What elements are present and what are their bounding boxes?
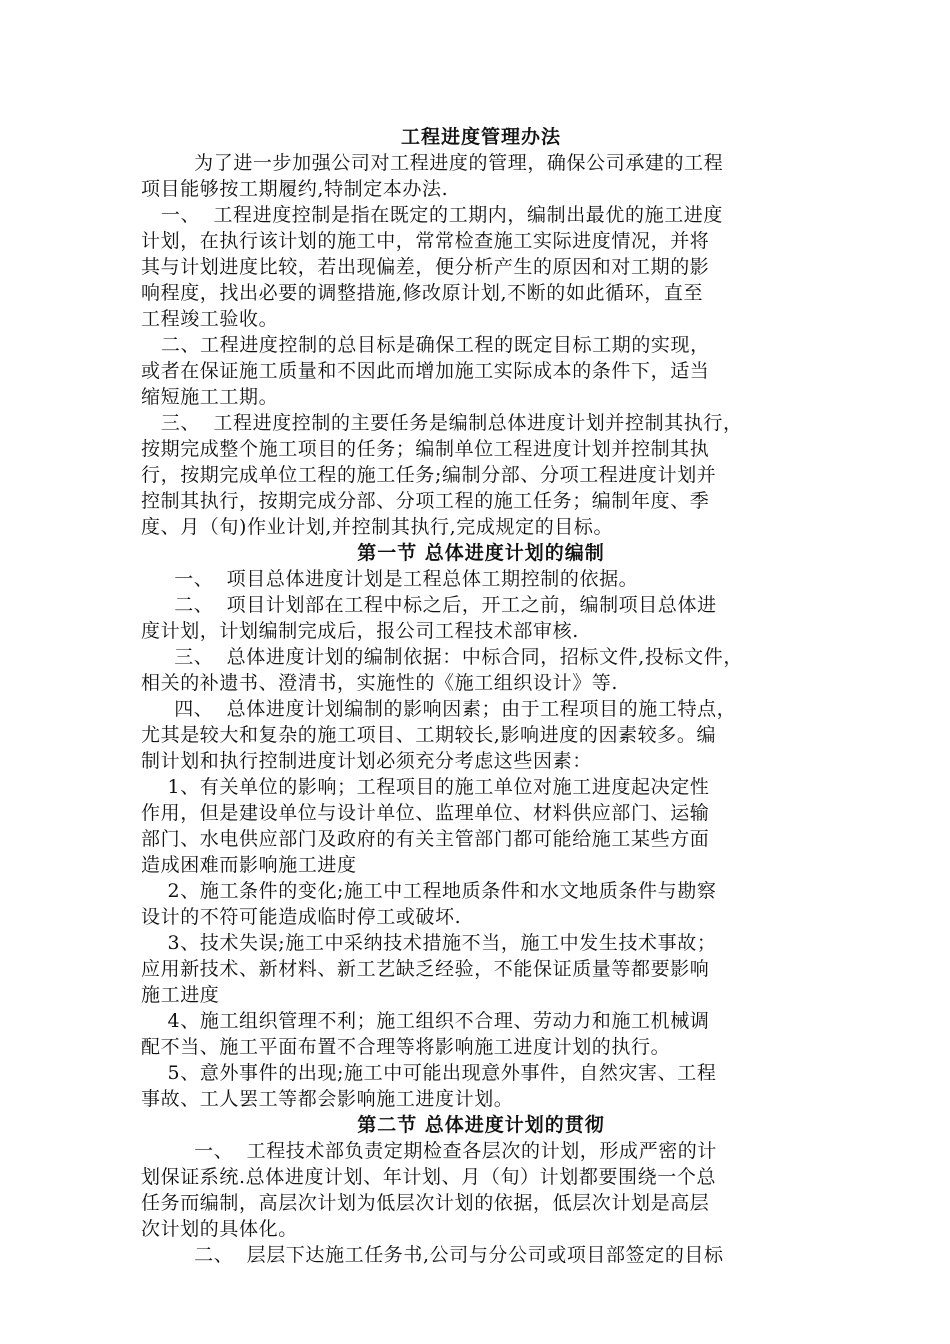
text-line: 配不当、施工平面布置不合理等将影响施工进度计划的执行。: [141, 1036, 671, 1058]
text-line: 划保证系统.总体进度计划、年计划、月（旬）计划都要围绕一个总: [141, 1166, 717, 1188]
text-line: 其与计划进度比较，若出现偏差，便分析产生的原因和对工期的影: [141, 256, 710, 278]
text-line: 应用新技术、新材料、新工艺缺乏经验，不能保证质量等都要影响: [141, 958, 710, 980]
paragraph: [141, 878, 821, 930]
text-line: 工程竣工验收。: [141, 308, 279, 330]
text-line: 制计划和执行控制进度计划必须充分考虑这些因素：: [141, 750, 592, 772]
text-line: 3、技术失误;施工中采纳技术措施不当，施工中发生技术事故；: [141, 932, 717, 954]
text-line: 造成困难而影响施工进度: [141, 854, 357, 876]
text-line: 作用，但是建设单位与设计单位、监理单位、材料供应部门、运输: [141, 802, 710, 824]
paragraph: [141, 1242, 821, 1268]
text-line: 项目能够按工期履约,特制定本办法.: [141, 178, 449, 200]
text-line: 行，按期完成单位工程的施工任务;编制分部、分项工程进度计划并: [141, 464, 717, 486]
text-line: 二、工程进度控制的总目标是确保工程的既定目标工期的实现，: [141, 334, 710, 356]
text-line: 或者在保证施工质量和不因此而增加施工实际成本的条件下，适当: [141, 360, 710, 382]
paragraph: [141, 774, 821, 878]
text-line: 三、 总体进度计划的编制依据：中标合同，招标文件,投标文件，: [141, 646, 743, 668]
text-line: 缩短施工工期。: [141, 386, 279, 408]
text-line: 5、意外事件的出现;施工中可能出现意外事件，自然灾害、工程: [141, 1062, 717, 1084]
section-heading: 第二节 总体进度计划的贯彻: [357, 1114, 605, 1136]
paragraph: [141, 202, 821, 332]
text-line: 任务而编制，高层次计划为低层次计划的依据，低层次计划是高层: [141, 1192, 710, 1214]
text-line: 为了进一步加强公司对工程进度的管理，确保公司承建的工程: [141, 152, 724, 174]
paragraph: [141, 566, 821, 592]
text-line: 1、有关单位的影响；工程项目的施工单位对施工进度起决定性: [141, 776, 710, 798]
text-line: 二、 项目计划部在工程中标之后，开工之前，编制项目总体进: [141, 594, 717, 616]
text-line: 按期完成整个施工项目的任务；编制单位工程进度计划并控制其执: [141, 438, 710, 460]
text-line: 三、 工程进度控制的主要任务是编制总体进度计划并控制其执行，: [141, 412, 743, 434]
paragraph: [141, 1138, 821, 1242]
text-line: 计划，在执行该计划的施工中，常常检查施工实际进度情况，并将: [141, 230, 710, 252]
text-line: 一、 工程进度控制是指在既定的工期内，编制出最优的施工进度: [141, 204, 723, 226]
text-line: 一、 工程技术部负责定期检查各层次的计划，形成严密的计: [141, 1140, 717, 1162]
text-line: 部门、水电供应部门及政府的有关主管部门都可能给施工某些方面: [141, 828, 710, 850]
paragraph: [141, 592, 821, 644]
text-line: 二、 层层下达施工任务书,公司与分公司或项目部签定的目标: [141, 1244, 724, 1266]
text-line: 4、施工组织管理不利；施工组织不合理、劳动力和施工机械调: [141, 1010, 710, 1032]
text-line: 施工进度: [141, 984, 220, 1006]
paragraph: [141, 1008, 821, 1060]
paragraph: [141, 332, 821, 410]
text-line: 一、 项目总体进度计划是工程总体工期控制的依据。: [141, 568, 639, 590]
paragraph: [141, 696, 821, 774]
text-line: 设计的不符可能造成临时停工或破坏.: [141, 906, 462, 928]
text-line: 控制其执行，按期完成分部、分项工程的施工任务；编制年度、季: [141, 490, 710, 512]
text-line: 2、施工条件的变化;施工中工程地质条件和水文地质条件与勘察: [141, 880, 717, 902]
paragraph: [141, 150, 821, 202]
text-line: 度、月（旬)作业计划,并控制其执行,完成规定的目标。: [141, 516, 614, 538]
document-title: 工程进度管理办法: [400, 126, 561, 148]
paragraph: [141, 644, 821, 696]
document-body: [141, 124, 821, 1268]
text-line: 次计划的具体化。: [141, 1218, 298, 1240]
text-line: 度计划，计划编制完成后，报公司工程技术部审核.: [141, 620, 579, 642]
section-heading: 第一节 总体进度计划的编制: [357, 542, 605, 564]
text-line: 尤其是较大和复杂的施工项目、工期较长,影响进度的因素较多。编: [141, 724, 717, 746]
text-line: 响程度，找出必要的调整措施,修改原计划,不断的如此循环，直至: [141, 282, 704, 304]
paragraph: [141, 410, 821, 540]
paragraph: [141, 1060, 821, 1112]
paragraph: [141, 930, 821, 1008]
text-line: 四、 总体进度计划编制的影响因素；由于工程项目的施工特点，: [141, 698, 737, 720]
text-line: 事故、工人罢工等都会影响施工进度计划。: [141, 1088, 514, 1110]
text-line: 相关的补遗书、澄清书，实施性的《施工组织设计》等.: [141, 672, 619, 694]
